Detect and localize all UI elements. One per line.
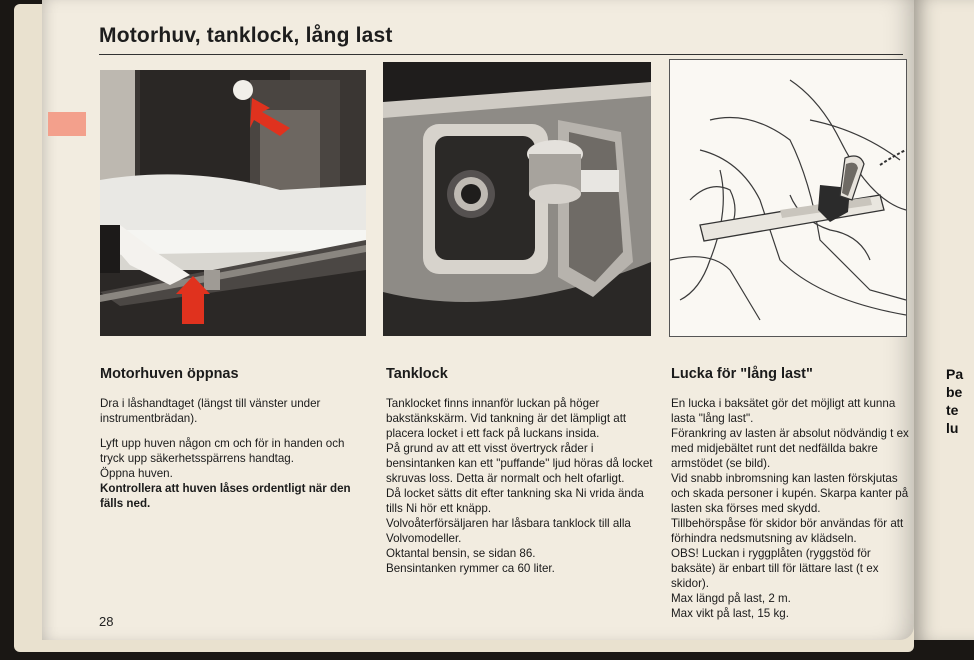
hood-paragraph: Öppna huven. bbox=[100, 467, 173, 480]
tank-paragraph: Oktantal bensin, se sidan 86. bbox=[386, 547, 536, 560]
next-page-fragment: Pa bbox=[946, 366, 964, 382]
next-page-fragment: lu bbox=[946, 420, 959, 436]
long-load-paragraph: En lucka i baksätet gör det möjligt att kunna lasta "lång last". bbox=[671, 397, 896, 425]
tank-paragraph: Tanklocket finns innanför luckan på höger bakstänkskärm. Vid tankning är det lämpligt att placera locket i ett fack på luckans insida. bbox=[386, 397, 627, 440]
tank-section bbox=[386, 366, 654, 576]
hood-release-photo bbox=[100, 70, 366, 336]
title-rule bbox=[99, 54, 903, 55]
long-load-paragraph: Max vikt på last, 15 kg. bbox=[671, 607, 789, 620]
tank-heading: Tanklock bbox=[386, 366, 448, 382]
tank-paragraph: Då locket sätts dit efter tankning ska Ni vrida ända tills Ni hör ett knäpp. bbox=[386, 487, 644, 515]
next-page-fragment: be bbox=[946, 384, 963, 400]
long-load-paragraph: Tillbehörspåse för skidor bör användas för att förhindra nedsmutsning av klädseln. bbox=[671, 517, 904, 545]
tank-paragraph: På grund av att ett visst övertryck råder i bensintanken kan ett "puffande" ljud höras då locket skruvas loss. Detta är normalt och helt ofarligt. bbox=[386, 442, 653, 485]
hood-heading: Motorhuven öppnas bbox=[100, 366, 239, 382]
hood-warning: Kontrollera att huven låses ordentligt när den fälls ned. bbox=[100, 482, 351, 510]
tank-paragraph: Bensintanken rymmer ca 60 liter. bbox=[386, 562, 555, 575]
next-page-edge bbox=[914, 0, 974, 640]
hood-paragraph: Lyft upp huven någon cm och för in handen och tryck upp säkerhetsspärrens handtag. bbox=[100, 437, 345, 465]
fuel-cap-photo bbox=[383, 62, 651, 336]
page-number: 28 bbox=[99, 614, 114, 629]
section-tab-marker bbox=[48, 112, 86, 136]
long-load-section bbox=[671, 366, 911, 621]
long-load-paragraph: Vid snabb inbromsning kan lasten förskjutas och skada personer i kupén. Skarpa kanter på lasten ska förses med skydd. bbox=[671, 472, 909, 515]
tank-paragraph: Volvoåterförsäljaren har låsbara tanklock till alla Volvomodeller. bbox=[386, 517, 631, 545]
long-load-illustration bbox=[669, 59, 907, 337]
long-load-paragraph: Max längd på last, 2 m. bbox=[671, 592, 791, 605]
long-load-paragraph: Förankring av lasten är absolut nödvändig t ex med midjebältet runt det nedfällda bakre armstödet (se bild). bbox=[671, 427, 909, 470]
next-page-fragment: te bbox=[946, 402, 959, 418]
hood-paragraph: Dra i låshandtaget (längst till vänster under instrumentbrädan). bbox=[100, 397, 321, 425]
hood-section bbox=[100, 366, 368, 521]
long-load-paragraph: OBS! Luckan i ryggplåten (ryggstöd för baksäte) är enbart till för lättare last (t ex skidor). bbox=[671, 547, 879, 590]
long-load-heading: Lucka för "lång last" bbox=[671, 366, 813, 382]
page-title: Motorhuv, tanklock, lång last bbox=[99, 24, 393, 47]
